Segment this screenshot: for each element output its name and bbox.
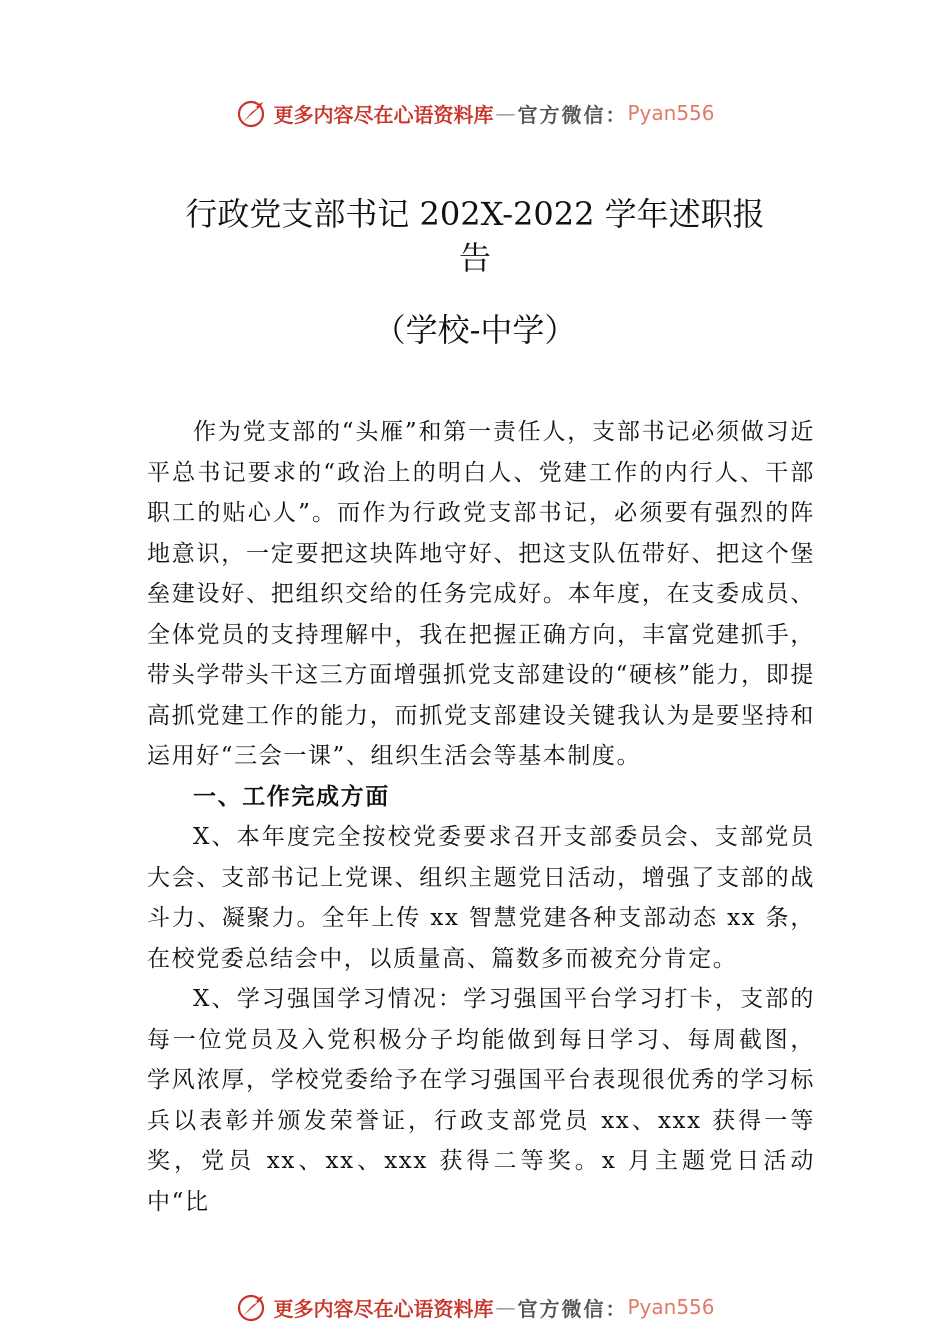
document-subtitle: （学校-中学） [373, 311, 577, 349]
watermark-dash: — [495, 101, 516, 125]
paragraph-intro: 作为党支部的“头雁”和第一责任人，支部书记必须做习近平总书记要求的“政治上的明白人、党建工作的内行人、干部职工的贴心人”。而作为行政党支部书记，必须要有强烈的阵地意识，一定要把这块阵地守好、把这支队伍带好、把这个堡垒建设好、把组织交给的任务完成好。本年度，在支委成员、全体党员的支持理解中，我在把握正确方向，丰富党建抓手，带头学带头干这三方面增强抓党支部建设的“硬核”能力，即提高抓党建工作的能力，而抓党支部建设关键我认为是要坚持和运用好“三会一课”、组织生活会等基本制度。 [147, 419, 815, 769]
paragraph-study-platform: X、学习强国学习情况：学习强国平台学习打卡，支部的每一位党员及入党积极分子均能做到每日学习、每周截图， 学风浓厚，学校党委给予在学习强国平台表现很优秀的学习标兵以表彰并颁发荣誉证，行政支部党员 xx、xxx 获得一等奖，党员 xx、xx、xxx 获得二等奖。x 月主题党日活动中“比 [147, 986, 815, 1215]
watermark-main-text: 更多内容尽在心语资料库 [273, 102, 494, 127]
title-line-2: 告 [458, 239, 491, 277]
quill-logo-icon [235, 1290, 269, 1324]
watermark-label: 官方微信： [517, 102, 628, 127]
quill-logo-icon [235, 96, 269, 130]
watermark-label: 官方微信： [517, 1296, 628, 1321]
section-heading-work-completion: 一、工作完成方面 [193, 783, 390, 810]
watermark-main-text: 更多内容尽在心语资料库 [273, 1296, 494, 1321]
document-body [147, 412, 815, 1222]
watermark-dash: — [495, 1295, 516, 1319]
paragraph-meetings: X、本年度完全按校党委要求召开支部委员会、支部党员大会、支部书记上党课、组织主题党日活动，增强了支部的战斗力、凝聚力。全年上传 xx 智慧党建各种支部动态 xx 条，在校党委总结会中，以质量高、篇数多而被充分肯定。 [147, 824, 815, 972]
watermark-header [0, 96, 950, 130]
watermark-wechat-id: Pyan556 [627, 1295, 715, 1319]
watermark-wechat-id: Pyan556 [627, 101, 715, 125]
document-title [0, 192, 950, 280]
title-line-1: 行政党支部书记 202X-2022 学年述职报 [185, 195, 765, 233]
watermark-footer [0, 1290, 950, 1324]
